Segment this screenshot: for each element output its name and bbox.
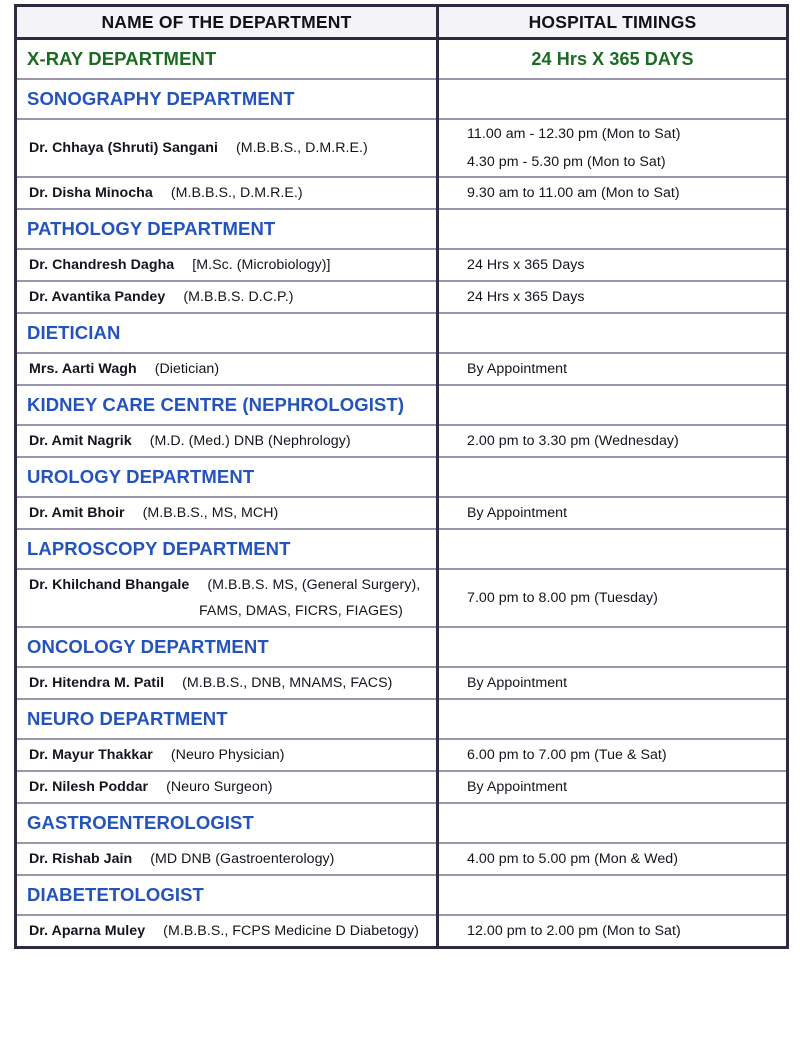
doctor-name: Dr. Avantika Pandey (29, 289, 166, 305)
doctor-cell (16, 177, 438, 209)
doctor-qualification: (M.D. (Med.) DNB (Nephrology) (149, 433, 351, 449)
timing-text: By Appointment (467, 779, 568, 795)
doctor-qualification: (M.B.B.S. D.C.P.) (183, 289, 294, 305)
timing-cell (438, 353, 788, 385)
timing-text: 4.00 pm to 5.00 pm (Mon & Wed) (467, 851, 678, 867)
doctor-row (16, 497, 788, 529)
column-header-department: NAME OF THE DEPARTMENT (16, 6, 438, 39)
timing-text: 12.00 pm to 2.00 pm (Mon to Sat) (467, 923, 681, 939)
department-timing-oncology (438, 627, 788, 667)
timing-text: 6.00 pm to 7.00 pm (Tue & Sat) (467, 747, 667, 763)
department-section-row (16, 209, 788, 249)
doctor-cell (16, 771, 438, 803)
department-section-row (16, 699, 788, 739)
doctor-row (16, 843, 788, 875)
department-timing-kidney-care (438, 385, 788, 425)
department-timing-sonography (438, 79, 788, 119)
doctor-name: Dr. Khilchand Bhangale (29, 577, 190, 593)
department-heading-diabetetologist: DIABETETOLOGIST (16, 875, 438, 915)
department-heading-oncology: ONCOLOGY DEPARTMENT (16, 627, 438, 667)
doctor-row (16, 249, 788, 281)
doctor-row (16, 771, 788, 803)
doctor-qualification-line2: FAMS, DMAS, FICRS, FIAGES) (199, 603, 403, 619)
department-section-row (16, 39, 788, 80)
doctor-name: Dr. Rishab Jain (29, 851, 133, 867)
timing-cell (438, 425, 788, 457)
timing-text: 7.00 pm to 8.00 pm (Tuesday) (467, 590, 658, 606)
doctor-qualification: (Neuro Surgeon) (166, 779, 273, 795)
timing-cell (438, 119, 788, 177)
timing-line-2: 4.30 pm - 5.30 pm (Mon to Sat) (467, 154, 666, 170)
table-header (16, 6, 788, 39)
doctor-row (16, 425, 788, 457)
timing-text: 24 Hrs x 365 Days (467, 289, 585, 305)
doctor-name: Dr. Mayur Thakkar (29, 747, 153, 763)
doctor-cell (16, 353, 438, 385)
doctor-row (16, 739, 788, 771)
doctor-qualification: [M.Sc. (Microbiology)] (192, 257, 331, 273)
department-timing-laproscopy (438, 529, 788, 569)
timing-cell (438, 497, 788, 529)
department-heading-sonography: SONOGRAPHY DEPARTMENT (16, 79, 438, 119)
hospital-timings-table (14, 4, 789, 949)
doctor-name: Dr. Nilesh Poddar (29, 779, 149, 795)
department-section-row (16, 457, 788, 497)
doctor-cell (16, 843, 438, 875)
timing-cell (438, 843, 788, 875)
department-heading-kidney-care: KIDNEY CARE CENTRE (NEPHROLOGIST) (16, 385, 438, 425)
department-heading-x-ray: X-RAY DEPARTMENT (16, 39, 438, 80)
timing-line-1: 11.00 am - 12.30 pm (Mon to Sat) (467, 126, 681, 142)
doctor-row (16, 119, 788, 177)
doctor-row (16, 915, 788, 948)
department-timing-neuro (438, 699, 788, 739)
timing-text: By Appointment (467, 505, 568, 521)
doctor-cell (16, 497, 438, 529)
doctor-name: Dr. Aparna Muley (29, 923, 146, 939)
department-timing-gastroenterologist (438, 803, 788, 843)
department-heading-urology: UROLOGY DEPARTMENT (16, 457, 438, 497)
department-section-row (16, 529, 788, 569)
timing-cell (438, 771, 788, 803)
table-body (16, 39, 788, 948)
doctor-name: Dr. Chhaya (Shruti) Sangani (29, 140, 218, 156)
doctor-qualification: (M.B.B.S., DNB, MNAMS, FACS) (182, 675, 393, 691)
department-timing-dietician (438, 313, 788, 353)
doctor-name: Dr. Chandresh Dagha (29, 257, 175, 273)
doctor-cell (16, 569, 438, 627)
department-section-row (16, 313, 788, 353)
timing-text: By Appointment (467, 361, 568, 377)
doctor-qualification: (M.B.B.S., FCPS Medicine D Diabetogy) (163, 923, 419, 939)
doctor-row (16, 667, 788, 699)
doctor-qualification: (M.B.B.S., D.M.R.E.) (170, 185, 303, 201)
department-heading-laproscopy: LAPROSCOPY DEPARTMENT (16, 529, 438, 569)
department-timing-urology (438, 457, 788, 497)
doctor-name: Dr. Amit Bhoir (29, 505, 125, 521)
timing-cell (438, 667, 788, 699)
timing-cell (438, 249, 788, 281)
doctor-cell (16, 739, 438, 771)
department-section-row (16, 627, 788, 667)
doctor-row (16, 177, 788, 209)
timing-cell (438, 915, 788, 948)
doctor-name: Dr. Hitendra M. Patil (29, 675, 165, 691)
doctor-qualification: (Neuro Physician) (170, 747, 285, 763)
department-section-row (16, 79, 788, 119)
doctor-cell (16, 667, 438, 699)
doctor-name: Dr. Amit Nagrik (29, 433, 132, 449)
doctor-qualification: (Dietician) (154, 361, 220, 377)
department-heading-neuro: NEURO DEPARTMENT (16, 699, 438, 739)
timing-text: By Appointment (467, 675, 568, 691)
timing-text: 24 Hrs x 365 Days (467, 257, 585, 273)
timing-cell (438, 177, 788, 209)
timing-cell (438, 569, 788, 627)
doctor-cell (16, 425, 438, 457)
department-heading-gastroenterologist: GASTROENTEROLOGIST (16, 803, 438, 843)
doctor-cell (16, 915, 438, 948)
department-section-row (16, 803, 788, 843)
doctor-cell (16, 281, 438, 313)
column-header-timings: HOSPITAL TIMINGS (438, 6, 788, 39)
doctor-cell (16, 249, 438, 281)
department-section-row (16, 385, 788, 425)
doctor-row (16, 353, 788, 385)
doctor-qualification: (M.B.B.S., D.M.R.E.) (235, 140, 368, 156)
header-row (16, 6, 788, 39)
doctor-row (16, 281, 788, 313)
doctor-name: Dr. Disha Minocha (29, 185, 153, 201)
department-timing-diabetetologist (438, 875, 788, 915)
timing-cell (438, 739, 788, 771)
timing-text: 2.00 pm to 3.30 pm (Wednesday) (467, 433, 679, 449)
timing-text: 9.30 am to 11.00 am (Mon to Sat) (467, 185, 680, 201)
doctor-qualification: (M.B.B.S. MS, (General Surgery), (207, 577, 421, 593)
doctor-row (16, 569, 788, 627)
doctor-cell (16, 119, 438, 177)
department-heading-dietician: DIETICIAN (16, 313, 438, 353)
timing-cell (438, 281, 788, 313)
department-section-row (16, 875, 788, 915)
doctor-qualification: (MD DNB (Gastroenterology) (150, 851, 335, 867)
doctor-name: Mrs. Aarti Wagh (29, 361, 137, 377)
department-timing-x-ray: 24 Hrs X 365 DAYS (438, 39, 788, 80)
department-heading-pathology: PATHOLOGY DEPARTMENT (16, 209, 438, 249)
department-timing-pathology (438, 209, 788, 249)
doctor-qualification: (M.B.B.S., MS, MCH) (142, 505, 279, 521)
